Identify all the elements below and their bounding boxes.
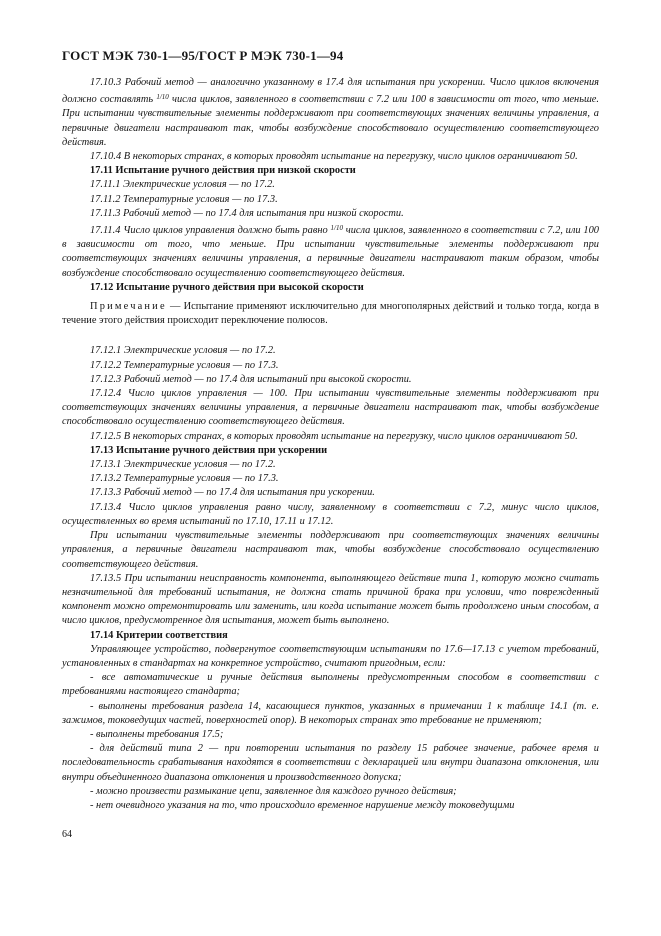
note-label: Примечание [90, 301, 167, 313]
list-item: - выполнены требования раздела 14, касающиеся пунктов, указанных в примечании 1 к таблице 14.1 (т. е. зажимов, токоведущих частей, поверхностей опор). В некоторых странах это требование не применяют; [62, 700, 599, 726]
paragraph-17-13-4: 17.13.4 Число циклов управления равно числу, заявленному в соответствии с 7.2, минус число циклов, осуществленных во время испытаний по 17.10, 17.11 и 17.12. [62, 501, 599, 527]
paragraph-criteria-intro: Управляющее устройство, подвергнутое соответствующим испытаниям по 17.6—17.13 с учетом требований, установленных в стандартах на конкретное устройство, считают пригодным, если: [62, 643, 599, 669]
document-body [62, 76, 599, 813]
paragraph-17-13-2: 17.13.2 Температурные условия — по 17.3. [90, 473, 279, 485]
paragraph-17-13-4-cont: При испытании чувствительные элементы поддерживают при соответствующих значениях величины управления, а первичные двигатели настраивают так, чтобы возбуждение способствовало осуществлению соответствующего действия. [62, 530, 599, 570]
paragraph-17-10-3 [62, 76, 599, 150]
heading-17-12: 17.12 Испытание ручного действия при высокой скорости [90, 281, 364, 293]
document-header: ГОСТ МЭК 730-1—95/ГОСТ Р МЭК 730-1—94 [62, 48, 344, 63]
paragraph-17-12-1: 17.12.1 Электрические условия — по 17.2. [90, 345, 276, 357]
paragraph-17-12-3: 17.12.3 Рабочий метод — по 17.4 для испытаний при высокой скорости. [90, 373, 412, 385]
paragraph-17-12-4: 17.12.4 Число циклов управления — 100. При испытании чувствительные элементы поддерживают при соответствующих значениях величины управления, а первичные двигатели настраивают так, чтобы возбуждение способствовало осуществлению соответствующего действия. [62, 388, 599, 428]
paragraph-17-11-4 [62, 221, 599, 281]
paragraph-17-12-2: 17.12.2 Температурные условия — по 17.3. [90, 359, 279, 371]
paragraph-17-11-2: 17.11.2 Температурные условия — по 17.3. [90, 193, 278, 205]
text-run: числа циклов, заявленного в соответствии с 7.2, или 100 в зависимости от того, что меньше. При испытании чувствительные элементы поддерживают при соответствующих значениях величины управления, а первичные двигатели настраивают таким образом, чтобы возбуждение способствовало осуществлению соответствующего действия. [62, 225, 599, 279]
fraction: 1/10 [330, 224, 343, 233]
list-item: - нет очевидного указания на то, что происходило временное нарушение между токоведущими [90, 799, 515, 811]
heading-17-11: 17.11 Испытание ручного действия при низкой скорости [90, 165, 356, 177]
note-text: — Испытание применяют исключительно для многополярных действий и только тогда, когда в течение этого действия происходит переключение полюсов. [62, 301, 599, 327]
text-run: числа циклов, заявленного в соответствии с 7.2 или 100 в зависимости от того, что меньше. При испытании чувствительные элементы поддерживают при соответствующих значениях величины управления, а первичные двигатели настраивают так, чтобы возбуждение способствовало осуществлению соответствующего действия. [62, 94, 599, 148]
paragraph-17-13-1: 17.13.1 Электрические условия — по 17.2. [90, 459, 276, 471]
paragraph-17-13-5: 17.13.5 При испытании неисправность компонента, выполняющего действие типа 1, которую можно считать незначительной для требований испытания, не должна стать причиной брака при условии, что поврежденный компонент можно отремонтировать или заменить, или когда испытание может быть продолжено иным способом, а число циклов, предусмотренное для испытания, может быть выполнено. [62, 572, 599, 627]
heading-17-14: 17.14 Критерии соответствия [90, 629, 228, 641]
list-item: - все автоматические и ручные действия выполнены предусмотренным способом в соответствии с требованиями настоящего стандарта; [62, 672, 599, 698]
paragraph-17-10-4: 17.10.4 В некоторых странах, в которых проводят испытание на перегрузку, число циклов ограничивают 50. [90, 151, 578, 163]
list-item: - выполнены требования 17.5; [90, 728, 224, 740]
list-item: - для действий типа 2 — при повторении испытания по разделу 15 рабочее значение, рабочее время и последовательность срабатывания находятся в соответствии с декларацией или внутри диапазона отклонения, или внутри объединенного диапазона отклонения и производственного допуска; [62, 743, 599, 783]
paragraph-17-11-3: 17.11.3 Рабочий метод — по 17.4 для испытания при низкой скорости. [90, 207, 404, 219]
note [62, 300, 599, 328]
paragraph-17-12-5: 17.12.5 В некоторых странах, в которых проводят испытание на перегрузку, число циклов ограничивают 50. [90, 430, 578, 442]
text-run: 17.10.3 Рабочий метод — аналогично указанному в 17.4 для испытания при ускорении. Число циклов включения должно составлять [62, 77, 599, 106]
paragraph-17-11-1: 17.11.1 Электрические условия — по 17.2. [90, 179, 275, 191]
fraction: 1/10 [156, 93, 169, 102]
paragraph-17-13-3: 17.13.3 Рабочий метод — по 17.4 для испытания при ускорении. [90, 487, 375, 499]
page-number: 64 [62, 829, 72, 840]
text-run: 17.11.4 Число циклов управления должно быть равно [90, 225, 331, 237]
heading-17-13: 17.13 Испытание ручного действия при ускорении [90, 444, 328, 456]
list-item: - можно произвести размыкание цепи, заявленное для каждого ручного действия; [90, 785, 457, 797]
